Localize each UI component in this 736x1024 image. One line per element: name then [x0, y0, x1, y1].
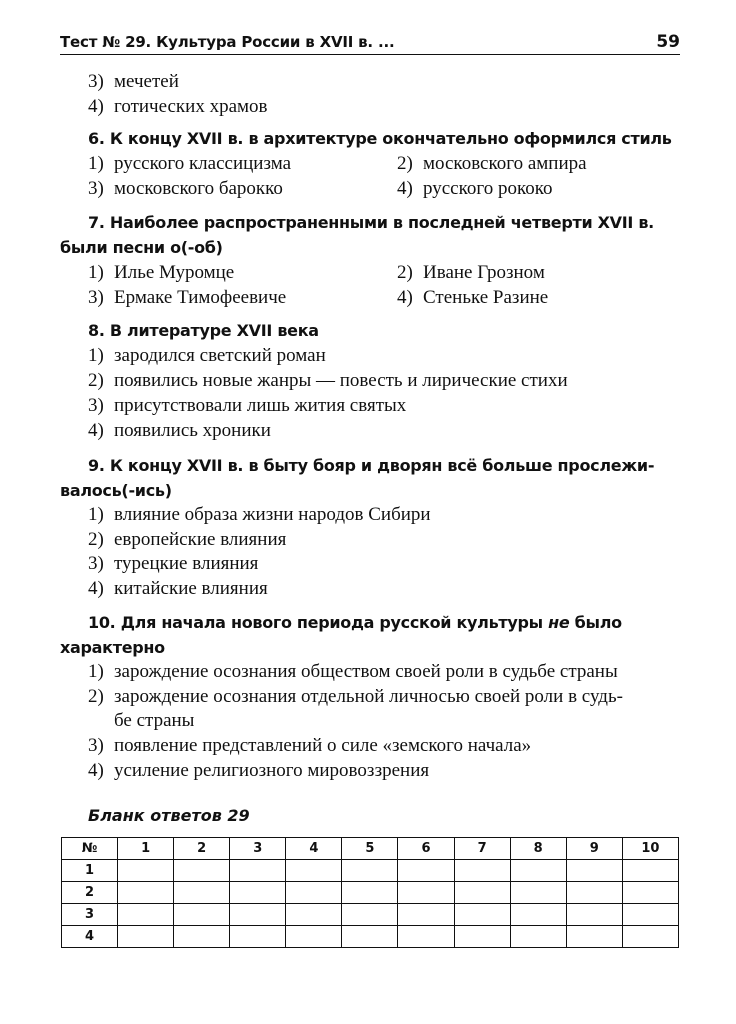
option: 1) зарождение осознания обществом своей роли в судьбе страны	[88, 661, 618, 682]
header-cell: 7	[454, 838, 510, 860]
option: 1) русского классицизма	[88, 153, 292, 174]
option-continuation: бе страны	[114, 710, 195, 731]
header-title: Тест № 29. Культура России в XVII в. ...	[60, 33, 395, 51]
answer-cell[interactable]	[342, 882, 398, 904]
question-7-line-1: 7. Наиболее распространенными в последней четверти XVII в.	[88, 213, 654, 232]
answer-cell[interactable]	[230, 926, 286, 948]
table-row	[62, 860, 679, 882]
question-9-line-2: валось(-ись)	[60, 481, 172, 500]
answer-cell[interactable]	[454, 860, 510, 882]
header-cell: 2	[174, 838, 230, 860]
header-cell: 9	[566, 838, 622, 860]
header-cell: 4	[286, 838, 342, 860]
answer-cell[interactable]	[286, 904, 342, 926]
option: 3) появление представлений о силе «земского начала»	[88, 735, 532, 756]
page-number: 59	[656, 32, 680, 52]
option: 2) появились новые жанры — повесть и лирические стихи	[88, 370, 568, 391]
answer-cell[interactable]	[342, 926, 398, 948]
question-9-line-1: 9. К концу XVII в. в быту бояр и дворян всё больше прослежи-	[88, 456, 655, 475]
option: 4) китайские влияния	[88, 578, 268, 599]
table-row	[62, 904, 679, 926]
answer-cell[interactable]	[454, 882, 510, 904]
question-10-line-2: характерно	[60, 638, 165, 657]
option: 4) русского рококо	[397, 178, 553, 199]
answer-cell[interactable]	[342, 904, 398, 926]
option: 4) появились хроники	[88, 420, 271, 441]
answer-cell[interactable]	[398, 882, 454, 904]
answer-cell[interactable]	[174, 904, 230, 926]
question-7-line-2: были песни о(-об)	[60, 238, 223, 257]
option: 2) зарождение осознания отдельной личносью своей роли в судь-	[88, 686, 623, 707]
running-header	[60, 32, 680, 55]
answer-cell[interactable]	[622, 926, 678, 948]
answer-cell[interactable]	[398, 926, 454, 948]
option: 2) Иване Грозном	[397, 262, 545, 283]
answer-cell[interactable]	[622, 882, 678, 904]
answer-cell[interactable]	[286, 926, 342, 948]
answer-cell[interactable]	[118, 926, 174, 948]
table-header-row	[62, 838, 679, 860]
option: 3) мечетей	[88, 71, 179, 92]
answer-cell[interactable]	[622, 860, 678, 882]
header-cell: №	[62, 838, 118, 860]
answer-cell[interactable]	[566, 926, 622, 948]
question-8: 8. В литературе XVII века	[88, 321, 319, 340]
header-cell: 3	[230, 838, 286, 860]
option: 1) влияние образа жизни народов Сибири	[88, 504, 431, 525]
header-cell: 5	[342, 838, 398, 860]
answer-cell[interactable]	[174, 882, 230, 904]
answer-cell[interactable]	[398, 860, 454, 882]
answer-cell[interactable]	[286, 860, 342, 882]
header-cell: 8	[510, 838, 566, 860]
answer-cell[interactable]	[398, 904, 454, 926]
answer-cell[interactable]	[118, 904, 174, 926]
answer-cell[interactable]	[510, 904, 566, 926]
answer-cell[interactable]	[230, 860, 286, 882]
answer-cell[interactable]	[510, 860, 566, 882]
answer-cell[interactable]	[118, 882, 174, 904]
option: 4) усиление религиозного мировоззрения	[88, 760, 430, 781]
option: 2) европейские влияния	[88, 529, 287, 550]
answer-cell[interactable]	[342, 860, 398, 882]
answer-cell[interactable]	[230, 904, 286, 926]
answer-cell[interactable]	[510, 882, 566, 904]
row-label: 2	[62, 882, 118, 904]
row-label: 1	[62, 860, 118, 882]
table-row	[62, 926, 679, 948]
option: 4) готических храмов	[88, 96, 268, 117]
question-6: 6. К концу XVII в. в архитектуре окончательно оформился стиль	[88, 129, 672, 148]
table-row	[62, 882, 679, 904]
option: 2) московского ампира	[397, 153, 587, 174]
answer-cell[interactable]	[566, 860, 622, 882]
answer-cell[interactable]	[174, 860, 230, 882]
option: 3) присутствовали лишь жития святых	[88, 395, 407, 416]
option: 3) московского барокко	[88, 178, 283, 199]
answer-cell[interactable]	[566, 904, 622, 926]
row-label: 4	[62, 926, 118, 948]
answer-cell[interactable]	[510, 926, 566, 948]
header-cell: 6	[398, 838, 454, 860]
answer-cell[interactable]	[118, 860, 174, 882]
option: 1) зародился светский роман	[88, 345, 326, 366]
option: 3) Ермаке Тимофеевиче	[88, 287, 287, 308]
question-10-line-1: 10. Для начала нового периода русской культуры не было	[88, 613, 622, 632]
answer-sheet-title: Бланк ответов 29	[88, 806, 250, 825]
answer-cell[interactable]	[286, 882, 342, 904]
option: 1) Илье Муромце	[88, 262, 235, 283]
answer-cell[interactable]	[454, 904, 510, 926]
option: 4) Стеньке Разине	[397, 287, 549, 308]
answer-cell[interactable]	[566, 882, 622, 904]
answer-cell[interactable]	[230, 882, 286, 904]
header-cell: 1	[118, 838, 174, 860]
answer-cell[interactable]	[622, 904, 678, 926]
answer-table	[61, 837, 679, 948]
answer-cell[interactable]	[454, 926, 510, 948]
header-cell: 10	[622, 838, 678, 860]
option: 3) турецкие влияния	[88, 553, 259, 574]
row-label: 3	[62, 904, 118, 926]
emphasis-not: не	[548, 613, 570, 632]
answer-cell[interactable]	[174, 926, 230, 948]
